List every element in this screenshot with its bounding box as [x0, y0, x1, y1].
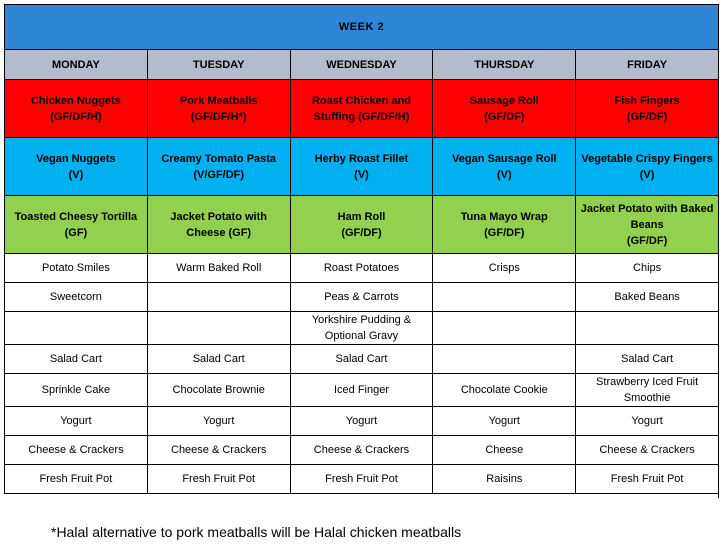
day-header-friday: FRIDAY: [576, 50, 719, 80]
menu-cell: Salad Cart: [576, 345, 719, 374]
menu-cell: Yogurt: [433, 407, 576, 436]
menu-cell: Salad Cart: [147, 345, 290, 374]
menu-cell: Yogurt: [5, 407, 148, 436]
menu-cell: Fresh Fruit Pot: [147, 465, 290, 494]
menu-cell: Salad Cart: [5, 345, 148, 374]
menu-cell: [576, 312, 719, 345]
menu-cell: Roast Potatoes: [290, 254, 433, 283]
week-title: WEEK 2: [5, 5, 719, 50]
menu-cell: Baked Beans: [576, 283, 719, 312]
menu-cell: Raisins: [433, 465, 576, 494]
menu-cell: Cheese & Crackers: [290, 436, 433, 465]
menu-cell: [433, 283, 576, 312]
menu-cell: Tuna Mayo Wrap (GF/DF): [433, 196, 576, 254]
menu-cell: Fresh Fruit Pot: [5, 465, 148, 494]
menu-cell: Warm Baked Roll: [147, 254, 290, 283]
menu-cell: Yogurt: [147, 407, 290, 436]
menu-cell: Crisps: [433, 254, 576, 283]
menu-cell: Sprinkle Cake: [5, 374, 148, 407]
menu-cell: Cheese & Crackers: [5, 436, 148, 465]
menu-row: [5, 283, 719, 312]
menu-cell: Yorkshire Pudding & Optional Gravy: [290, 312, 433, 345]
menu-table: [4, 4, 719, 494]
menu-cell: Chips: [576, 254, 719, 283]
menu-row: [5, 80, 719, 138]
menu-cell: Fish Fingers (GF/DF): [576, 80, 719, 138]
menu-cell: Roast Chicken and Stuffing (GF/DF/H): [290, 80, 433, 138]
menu-row: [5, 345, 719, 374]
menu-row: [5, 374, 719, 407]
menu-cell: [147, 283, 290, 312]
day-header-row: [5, 50, 719, 80]
menu-cell: Fresh Fruit Pot: [576, 465, 719, 494]
menu-cell: Vegan Nuggets (V): [5, 138, 148, 196]
menu-cell: Iced Finger: [290, 374, 433, 407]
menu-cell: Herby Roast Fillet (V): [290, 138, 433, 196]
menu-cell: Cheese & Crackers: [576, 436, 719, 465]
menu-cell: Chocolate Cookie: [433, 374, 576, 407]
menu-cell: Vegan Sausage Roll (V): [433, 138, 576, 196]
menu-row: [5, 312, 719, 345]
day-header-thursday: THURSDAY: [433, 50, 576, 80]
menu-cell: Creamy Tomato Pasta (V/GF/DF): [147, 138, 290, 196]
menu-cell: Sausage Roll (GF/DF): [433, 80, 576, 138]
menu-cell: Chocolate Brownie: [147, 374, 290, 407]
menu-cell: [5, 312, 148, 345]
menu-cell: Yogurt: [576, 407, 719, 436]
menu-cell: [433, 312, 576, 345]
table-edge-line: [718, 478, 719, 498]
menu-cell: Cheese: [433, 436, 576, 465]
menu-row: [5, 465, 719, 494]
day-header-monday: MONDAY: [5, 50, 148, 80]
menu-cell: Pork Meatballs (GF/DF/H*): [147, 80, 290, 138]
day-header-tuesday: TUESDAY: [147, 50, 290, 80]
menu-cell: Strawberry Iced Fruit Smoothie: [576, 374, 719, 407]
menu-cell: Cheese & Crackers: [147, 436, 290, 465]
menu-cell: [433, 345, 576, 374]
menu-cell: Peas & Carrots: [290, 283, 433, 312]
menu-cell: Toasted Cheesy Tortilla (GF): [5, 196, 148, 254]
menu-cell: Vegetable Crispy Fingers (V): [576, 138, 719, 196]
menu-cell: Salad Cart: [290, 345, 433, 374]
menu-cell: Ham Roll (GF/DF): [290, 196, 433, 254]
menu-cell: Sweetcorn: [5, 283, 148, 312]
menu-cell: Potato Smiles: [5, 254, 148, 283]
menu-cell: Chicken Nuggets (GF/DF/H): [5, 80, 148, 138]
menu-row: [5, 138, 719, 196]
menu-cell: Jacket Potato with Cheese (GF): [147, 196, 290, 254]
menu-cell: Jacket Potato with Baked Beans (GF/DF): [576, 196, 719, 254]
menu-cell: Yogurt: [290, 407, 433, 436]
title-row: [5, 5, 719, 50]
menu-cell: Fresh Fruit Pot: [290, 465, 433, 494]
menu-row: [5, 407, 719, 436]
menu-row: [5, 196, 719, 254]
menu-row: [5, 436, 719, 465]
day-header-wednesday: WEDNESDAY: [290, 50, 433, 80]
menu-cell: [147, 312, 290, 345]
halal-footnote: *Halal alternative to pork meatballs will be Halal chicken meatballs: [51, 524, 462, 540]
menu-row: [5, 254, 719, 283]
